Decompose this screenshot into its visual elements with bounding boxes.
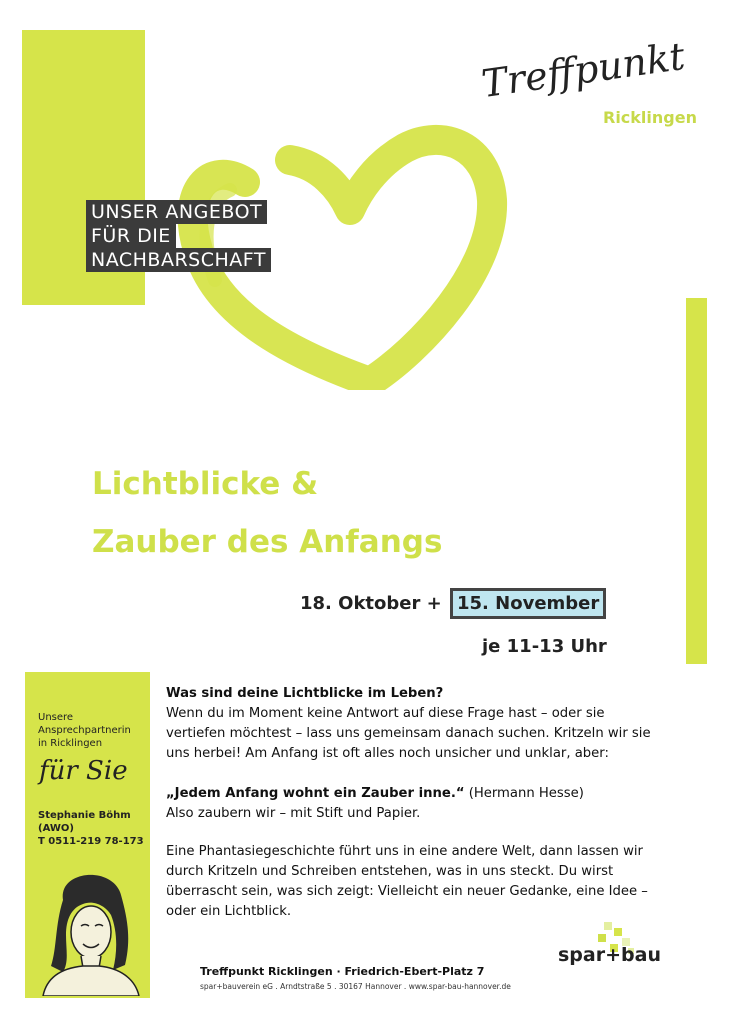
fuer-sie-script: für Sie xyxy=(39,756,128,786)
body-quote-author: (Hermann Hesse) xyxy=(464,786,584,801)
body-question: Was sind deine Lichtblicke im Leben? xyxy=(166,686,444,701)
right-accent-bar xyxy=(686,298,707,664)
tagline-line-2: FÜR DIE xyxy=(86,224,176,248)
date-highlight: 15. November xyxy=(450,588,606,619)
sparbau-logo-text: spar+bau xyxy=(558,944,661,966)
title-line-2: Zauber des Anfangs xyxy=(92,524,443,560)
sparbau-logo xyxy=(558,920,678,980)
contact-label-3: in Ricklingen xyxy=(38,738,103,749)
tagline xyxy=(86,200,286,272)
contact-org: (AWO) xyxy=(38,823,74,834)
body-quote-line xyxy=(166,784,666,804)
body-quote: „Jedem Anfang wohnt ein Zauber inne.“ xyxy=(166,786,465,801)
contact-phone: T 0511-219 78-173 xyxy=(38,836,144,847)
title-line-1: Lichtblicke & xyxy=(92,466,319,502)
body-paragraph-1: Wenn du im Moment keine Antwort auf diese Frage hast – oder sie vertiefen möchtest – lass uns gemeinsam danach suchen. Kritzeln wir sie uns herbei! Am Anfang ist oft alles noch unsicher und unklar, aber: xyxy=(166,706,651,761)
contact-label-1: Unsere xyxy=(38,712,74,723)
time-line: je 11-13 Uhr xyxy=(482,636,607,657)
tagline-line-3: NACHBARSCHAFT xyxy=(86,248,271,272)
date-line xyxy=(300,593,606,614)
portrait-illustration xyxy=(33,860,145,996)
logo-sub-text: Ricklingen xyxy=(603,108,697,127)
contact-name: Stephanie Böhm xyxy=(38,810,131,821)
footer-org-line: spar+bauverein eG . Arndtstraße 5 . 30167 Hannover . www.spar-bau-hannover.de xyxy=(200,982,511,991)
footer-address: Treffpunkt Ricklingen · Friedrich-Ebert-Platz 7 xyxy=(200,965,485,978)
body-paragraph-3: Eine Phantasiegeschichte führt uns in eine andere Welt, dann lassen wir durch Kritzeln und Schreiben entstehen, was in uns steckt. Du wirst überrascht sein, was sich zeigt: Vielleicht ein neuer Gedanke, eine Idee – oder ein Lichtblick. xyxy=(166,844,648,919)
body-content xyxy=(166,684,666,922)
logo-script-text: Treffpunkt xyxy=(478,33,688,106)
tagline-line-1: UNSER ANGEBOT xyxy=(86,200,267,224)
contact-label-2: Ansprechpartnerin xyxy=(38,725,131,736)
contact-sidebar xyxy=(25,672,150,998)
date-prefix: 18. Oktober + xyxy=(300,593,442,614)
treffpunkt-logo xyxy=(478,33,700,132)
body-paragraph-2: Also zaubern wir – mit Stift und Papier. xyxy=(166,806,421,821)
